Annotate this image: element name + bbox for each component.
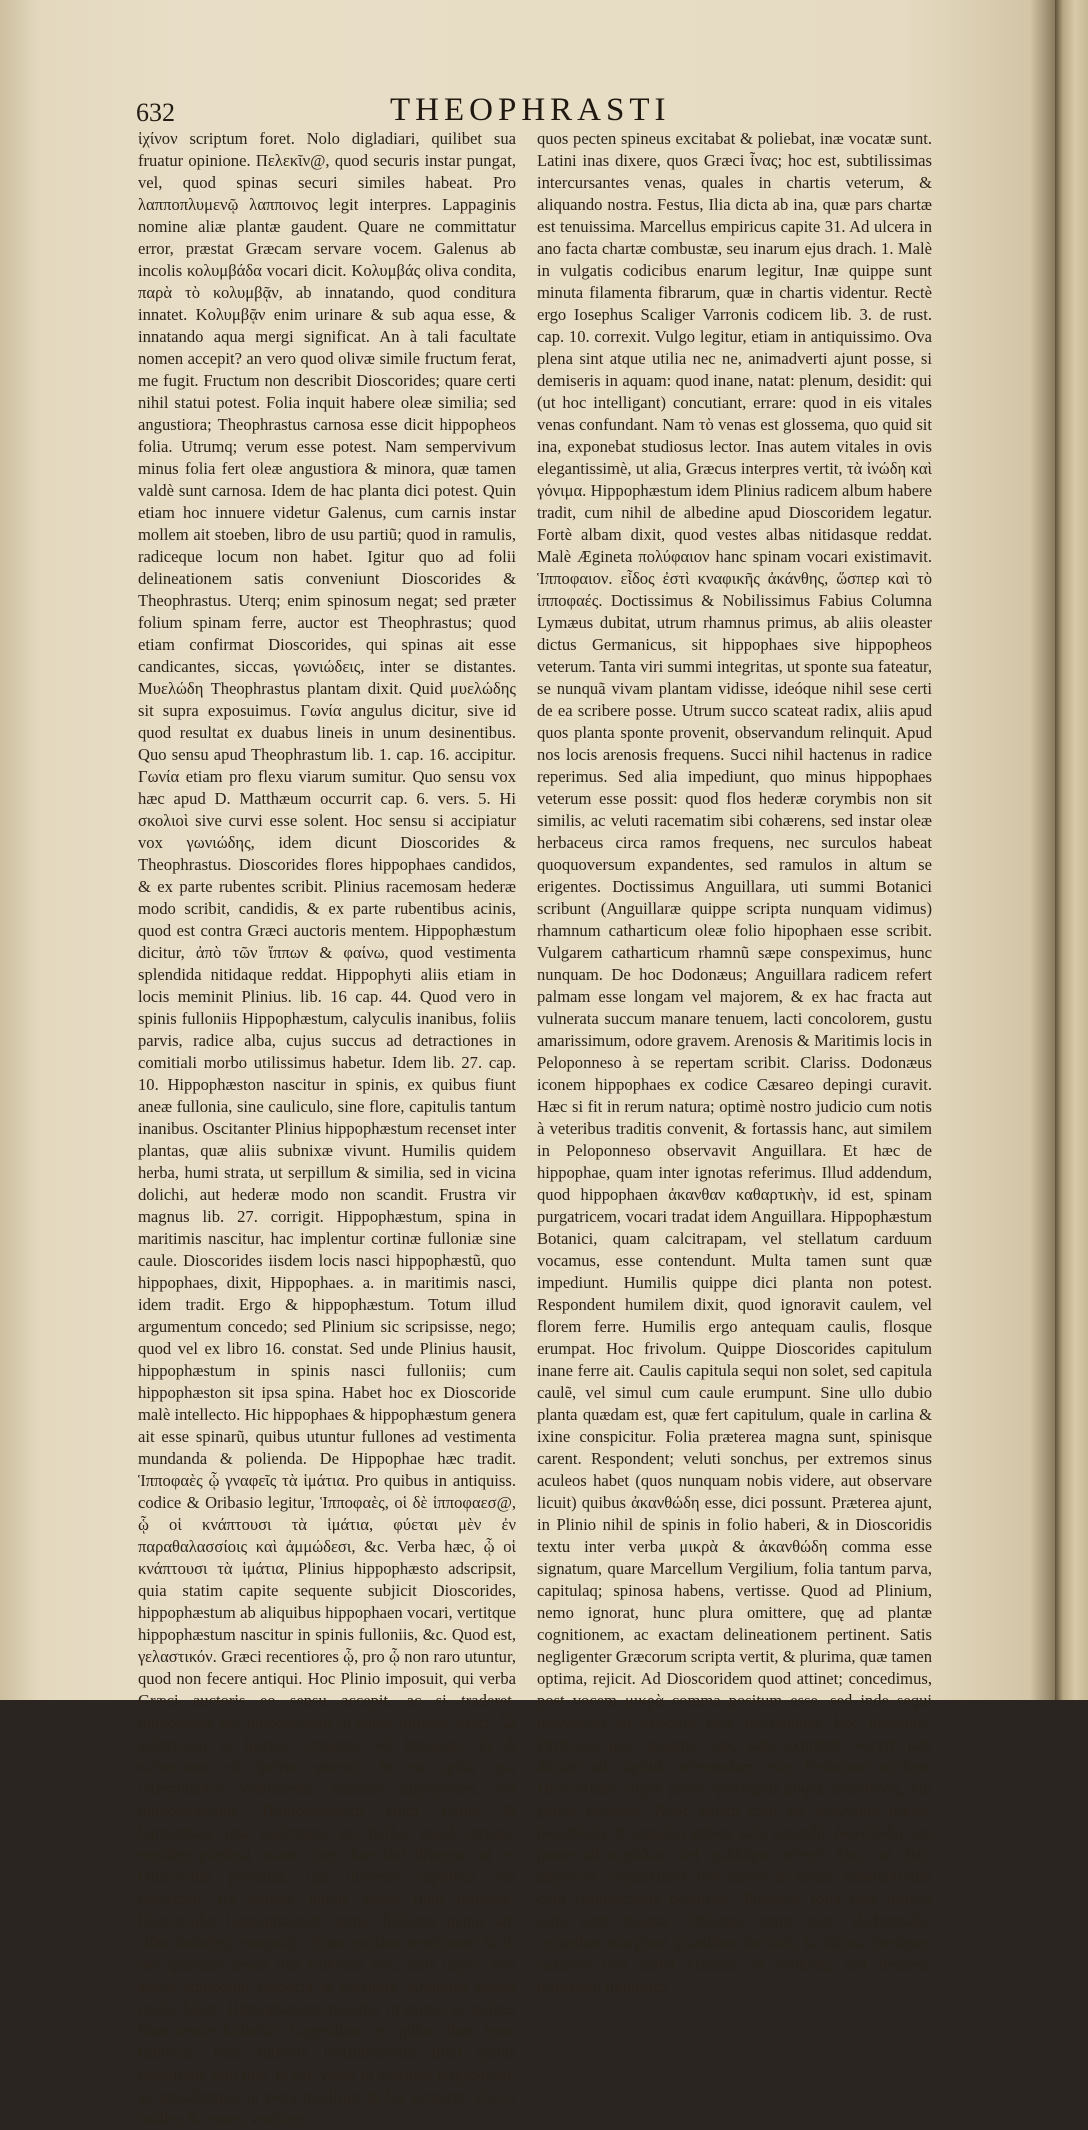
right-column-text: quos pecten spineus excitabat & poliebat, inæ vocatæ sunt. Latini inas dixere, quos Græci ἶνας; hoc est, subtilissimas intercursantes venas, quales in chartis veterum, & aliquando nostra. Festus, Ilia dicta ab ina, quæ pars chartæ est tenuissima. Marcellus empiricus capite 31. Ad ulcera in ano facta chartæ combustæ, seu inarum ejus drach. 1. Malè in vulgatis codicibus enarum legitur, Inæ quippe sunt minuta filamenta fibrarum, quæ in chartis videntur. Rectè ergo Iosephus Scaliger Varronis codicem lib. 3. de rust. cap. 10. correxit. Vulgo legitur, etiam in antiquissimo. Ova plena sint atque utilia nec ne, animadverti ajunt posse, si demiseris in aquam: quod inane, natat: plenum, desidit: qui (ut hoc intelligant) concutiant, errare: quod in eis vitales venas confundant. Nam τὸ venas est glossema, quo quid sit ina, exponebat studiosus lector. Inas autem vitales in ovis elegantissimè, ut alia, Græcus interpres vertit, τὰ ἰνώδη καὶ γόνιμα. Hippophæstum idem Plinius radicem album habere tradit, cum nihil de albedine apud Dioscoridem legatur. Fortè albam dixit, quod vestes albas nitidasque reddat. Malè Ægineta πολύφαιον hanc spinam vocari existimavit. Ἱπποφαιον. εἶδος ἐστὶ κναφικῆς ἀκάνθης, ὥσπερ καὶ τὸ ἱπποφαές. Doctissimus & Nobilissimus Fabius Columna Lymæus dubitat, utrum rhamnus primus, ab aliis oleaster dictus Germanicus, sit hippophaes sive hippopheos veterum. Tanta viri summi integritas, ut sponte sua fateatur, se nunquã vivam plantam vidisse, ideóque nihil sese certi de ea scribere posse. Utrum succo scateat radix, aliis apud quos planta sponte provenit, observandum relinquit. Apud nos locis arenosis frequens. Succi nihil hactenus in radice reperimus. Sed alia impediunt, quo minus hippophaes veterum esse possit: quod flos hederæ corymbis non sit similis, ac veluti racematim sibi cohærens, sed instar oleæ herbaceus circa ramos frequens, nec surculos habeat quoquoversum expandentes, sed ramulos in altum se erigentes. Doctissimus Anguillara, uti summi Botanici scribunt (Anguillaræ quippe scripta nunquam vidimus) rhamnum catharticum oleæ folio hipophaen esse scribit. Vulgarem catharticum rhamnũ sæpe conspeximus, hunc nunquam. De hoc Dodonæus; Anguillara radicem refert palmam esse longam vel majorem, & ex hac fracta aut vulnerata succum manare tenuem, lacti concolorem, gustu amarissimum, odore gravem. Arenosis & Maritimis locis in Peloponneso à se repertam scribit. Clariss. Dodonæus iconem hippophaes ex codice Cæsareo depingi curavit. Hæc si fit in rerum natura; optimè nostro judicio cum notis à veteribus traditis convenit, & fortassis hanc, aut similem in Peloponneso observavit Anguillara. Et hæc de hippophae, quam inter ignotas referimus. Illud addendum, quod hippophaen ἀκανθαν καθαρτικὴν, id est, spinam purgatricem, vocari tradat idem Anguillara. Hippophæstum Botanici, quam calcitrapam, vel stellatum carduum vocamus, esse contendunt. Multa tamen sunt quæ impediunt. Humilis quippe dici planta non potest. Respondent humilem dixit, quod ignoravit caulem, vel florem ferre. Humilis ergo antequam caulis, flosque erumpat. Hoc frivolum. Quippe Dioscorides capitulum inane ferre ait. Caulis capitula sequi non solet, sed capitula caulẽ, vel simul cum caule erumpunt. Sine ullo dubio planta quædam est, quæ fert capitulum, quale in carlina & ixine conspicitur. Folia præterea magna sunt, spinisque carent. Respondent; veluti sonchus, per extremos sinus aculeos habet (quos nunquam nobis videre, aut observare licuit) quibus ἀκανθώδη esse, dici possunt. Præterea ajunt, in Plinio nihil de spinis in folio haberi, & in Dioscoridis textu inter verba μικρὰ & ἀκανθώδη comma esse signatum, quare Marcellum Vergilium, folia tantum parva, capitulaq; spinosa habens, vertisse. Quod ad Plinium, nemo ignorat, hunc plura omittere, quę ad plantæ cognitionem, ac exactam delineationem pertinent. Satis negligenter Græcorum scripta vertit, & plurima, quæ tamen optima, rejicit. Ad Dioscoridem quod attinet; concedimus, post vocem μικρὰ comma positum esse, sed inde sequi ἀκανθώδη ad κεφάλια esse referendum, hoc negamus. Particula, quæ sequitur, καὶ, satis exprimit, vocem jam dictam ad capitula referendam esse. Debuisset scribere Dioscorides, ἴσχον μόνον φυλλάρια μικρὰ, ἀκανθώδη, καὶ χαῦνα κεφάλια. Nunc autem cum ait, φυλλάρια μικρὰ, ἀκανθώδη, & κεφάλια χαῦνα, satis ostendit, ἀκανθώδη non posse ad κεφάλια, sed φυλλάρια referri. Duo, ut dixi, adjectiva conjunxisset, non autem in medio substantivum cum conjunctione posuisset. Præterea folia quæ profert satis sunt magna. Oblonga enim sunt, dodrantalia, secundum margines grandibus incisuris laciniosa. Denique, radicem non habet crassam & mollem, sed tenuem, prolixam, lignosam bbox=[537, 129, 932, 1996]
running-title: THEOPHRASTI bbox=[390, 92, 671, 128]
left-column bbox=[138, 128, 516, 2128]
page-edge bbox=[1055, 0, 1088, 1700]
left-column-text: ἰχίνον scriptum foret. Nolo digladiari, quilibet sua fruatur opinione. Πελεκῖν@, quod securis instar pungat, vel, quod spinas securi similes habeat. Pro λαπποπλυμενῷ λαπποινος legit interpres. Lappaginis nomine aliæ plantæ gaudent. Quare ne committatur error, præstat Græcam servare vocem. Galenus ab incolis κολυμβάδα vocari dicit. Κολυμβάς oliva condita, παρὰ τὸ κολυμβᾷν, ab innatando, quod conditura innatet. Κολυμβᾷν enim urinare & sub aqua esse, & innatando aqua mergi significat. An à tali facultate nomen accepit? an vero quod olivæ simile fructum ferat, me fugit. Fructum non describit Dioscorides; quare certi nihil statui potest. Folia inquit habere oleæ similia; sed angustiora; Theophrastus carnosa esse dicit hippopheos folia. Utrumq; verum esse potest. Nam sempervivum minus folia fert oleæ angustiora & minora, quæ tamen valdè sunt carnosa. Idem de hac planta dici potest. Quin etiam hoc innuere videtur Galenus, cum carnis instar mollem ait stoeben, libro de usu partiũ; quod in ramulis, radiceque locum non habet. Igitur quo ad folii delineationem satis conveniunt Dioscorides & Theophrastus. Uterq; enim spinosum negat; sed præter folium spinam ferre, auctor est Theophrastus; quod etiam confirmat Dioscorides, qui spinas ait esse candicantes, siccas, γωνιώδεις, inter se distantes. Μυελώδη Theophrastus plantam dixit. Quid μυελώδης sit supra exposuimus. Γωνία angulus dicitur, sive id quod resultat ex duabus lineis in unum desinentibus. Quo sensu apud Theophrastum lib. 1. cap. 16. accipitur. Γωνία etiam pro flexu viarum sumitur. Quo sensu vox hæc apud D. Matthæum occurrit cap. 6. vers. 5. Hi σκολιοὶ sive curvi esse solent. Hoc sensu si accipiatur vox γωνιώδης, idem dicunt Dioscorides & Theophrastus. Dioscorides flores hippophaes candidos, & ex parte rubentes scribit. Plinius racemosam hederæ modo scribit, candidis, & ex parte rubentibus acinis, quod est contra Græci auctoris mentem. Hippophæstum dicitur, ἀπὸ τῶν ἵππων & φαίνω, quod vestimenta splendida nitidaque reddat. Hippophyti aliis etiam in locis meminit Plinius. lib. 16 cap. 44. Quod vero in spinis fulloniis Hippophæstum, calyculis inanibus, foliis parvis, radice alba, cujus succus ad detractiones in comitiali morbo utilissimus habetur. Idem lib. 27. cap. 10. Hippophæston nascitur in spinis, ex quibus fiunt aneæ fullonia, sine cauliculo, sine flore, capitulis tantum inanibus. Oscitanter Plinius hippophæstum recenset inter plantas, quæ aliis subnixæ vivunt. Humilis quidem herba, humi strata, ut serpillum & similia, sed in vicina dolichi, aut hederæ modo non scandit. Frustra vir magnus lib. 27. corrigit. Hippophæstum, spina in maritimis nascitur, hac implentur cortinæ fulloniæ sine caule. Dioscorides iisdem locis nasci hippophæstũ, quo hippophaes, dixit, Hippophaes. a. in maritimis nasci, idem tradit. Ergo & hippophæstum. Totum illud argumentum concedo; sed Plinium sic scripsisse, nego; quod vel ex libro 16. constat. Sed unde Plinius hausit, hippophæstum in spinis nasci fulloniis; cum hippophæston sit ipsa spina. Habet hoc ex Dioscoride malè intellecto. Hic hippophaes & hippophæstum genera ait esse spinarũ, quibus utuntur fullones ad vestimenta mundanda & polienda. De Hippophae hæc tradit. Ἱπποφαὲς ᾧ γναφεῖς τὰ ἱμάτια. Pro quibus in antiquiss. codice & Oribasio legitur, Ἱπποφαὲς, οἱ δὲ ἱπποφαεσ@, ᾧ οἱ κνάπτουσι τὰ ἱμάτια, φύεται μὲν ἐν παραθαλασσίοις καὶ ἀμμώδεσι, &c. Verba hæc, ᾧ οἱ κνάπτουσι τὰ ἱμάτια, Plinius hippophæsto adscripsit, quia statim capite sequente subjicit Dioscorides, hippophæstum ab aliquibus hippophaen vocari, vertitque hippophæstum nascitur in spinis fulloniis, &c. Quod est, γελαστικόν. Græci recentiores ᾧ, pro ᾧ non raro utuntur, quod non fecere antiqui. Hoc Plinio imposuit, qui verba Græci auctoris eo sensu accepit, ac si traderet, hippophaes vel hippophæstũ in spina fullonia nasci. Ὧ κνάπτουσι τὰ ἱμάτια. ἱπποφαὲς vel ἱπποφαεσ ἐν ᾧ κνάπτουσι τὰ ἱμάτια φύεται, In ea spina qua interpolantur vestimenta, nascitur hippophaes, vel hippophæstum. Hippophæstum enim Plinio & hippophaes una eademque est herba, quod utraque eundem præbeat usum: cum duæ sint diversæ, ut ex Dioscoride probatur, qui diversis capitibus eas descripsit. Ex quibus, inquit, æneæ fiunt fulloniæ: Dioscorides hippophæstum spinæ fulloniæ genus ait, εἶδος ἀκάνθης κναφικῆς. Æneæ nullam mentionem facit, nec quænam æneæ illæ fulloniæ sint, satis capio. Vox æneæ admodum suspecta & corrupta. Antiquus noster codex habet. Hippophæston nascitur in spinis, ex quibus fiunt æneæ fulloniæ. Legendum, ex quibus fiunt ineæ fulloniæ. Inea fullonis instrumentum illud spinis constitum, quo inæ, id est, venæ in vestibus erigebantur, ac tenuabantur, ut pexa mollities in his surgeret. Flocci molles & tenues vestium, bbox=[138, 129, 516, 2128]
page-number: 632 bbox=[136, 98, 175, 127]
right-column bbox=[537, 128, 932, 1996]
page-header bbox=[136, 92, 1016, 132]
